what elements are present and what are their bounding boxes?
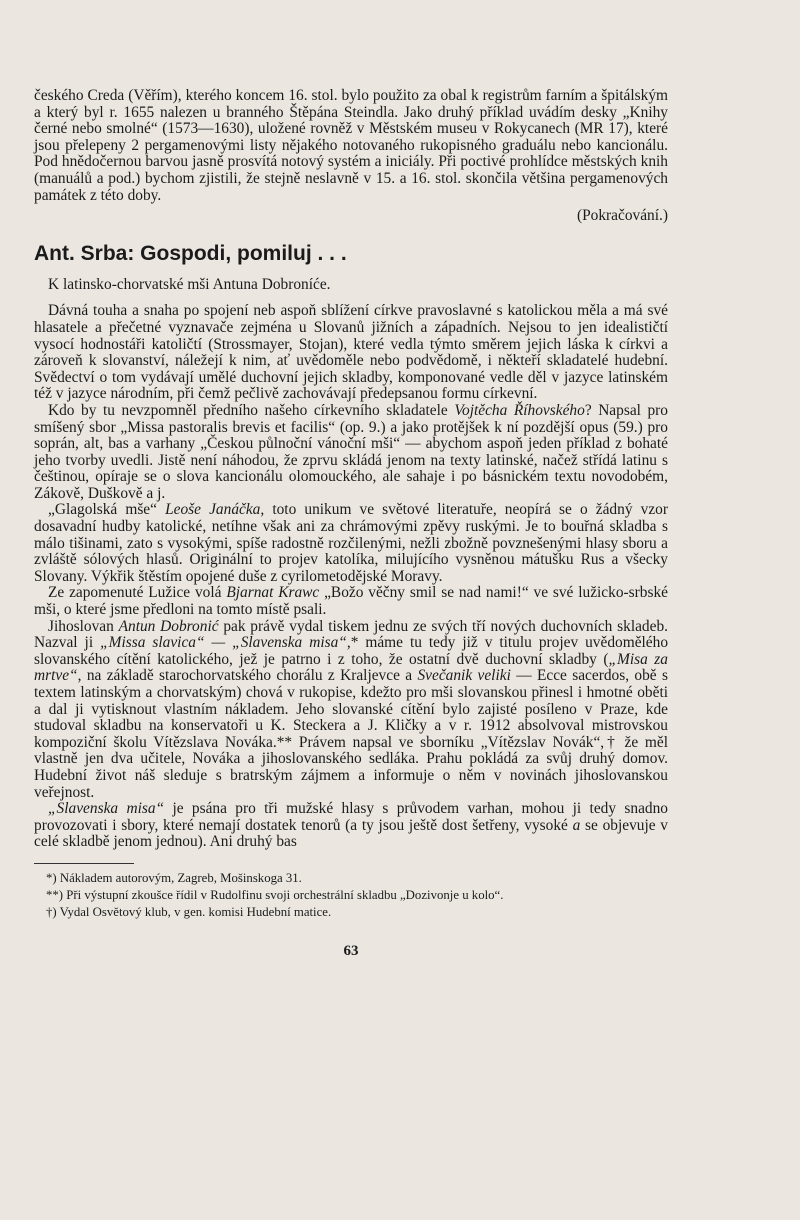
footnotes (34, 870, 668, 921)
p3-text-b: toto unikum ve světové literatuře, neopírá se o žádný vzor dosavadní hudby katolické, netíhne však ani za chrámovými zpěvy ruskými. Je to bouřná skladba s málo tišinami, zato s vysokými, spíše radostně rozčilenými, nežli zbožně povznešenými hlasy sboru a zvláště sólových hlasů. Originální to projev katolíka, milujícího vysněnou mátušku Rus a všecky Slovany. Výkřik štěstím opojené duše z cyrilometodějské Moravy. (34, 501, 668, 585)
continued-note: (Pokračování.) (576, 207, 668, 225)
paragraph-3 (34, 502, 668, 585)
p4-composer-name: Bjarnat Krawc (226, 584, 320, 602)
p3-text-a: „Glagolská mše“ (48, 501, 166, 519)
paragraph-6 (34, 801, 668, 851)
p6-work-title: „Slavenska misa“ (48, 800, 165, 818)
p5-text-b: pak právě vydal tiskem jednu ze svých tří nových duchovních skladeb. Nazval ji (34, 617, 668, 652)
p2-text-b: ? Napsal pro smíšený sbor „Missa pastoralis brevis et facilis“ (op. 9.) a jako protějšek k ní pozdější opus (59.) pro soprán, alt, bas a varhany „Českou půlnoční vánoční mši“ — abychom aspoň jeden příklad z bohaté jeho tvorby uvedli. Jistě není náhodou, že zprvu skládá jenom na texty latinské, načež střídá latinu s češtinou, opíraje se o slova kancionálu olomouckého, ale sahaje i po básnickém textu novodobém, Zákově, Duškově a j. (34, 401, 669, 502)
paragraph-2 (34, 403, 668, 503)
intro-paragraph: českého Creda (Věřím), kterého koncem 16. stol. bylo použito za obal k registrům farním a špitálským a který byl r. 1655 nalezen u branného Štěpána Steindla. Jako druhý příklad uvádím desky „Knihy černé nebo smolné“ (1573—1630), uložené rovněž v Městském museu v Rokycanech (MR 17), které jsou přelepeny 2 pergamenovými listy nějakého notovaného rukopisného graduálu nebo kancionálu. Pod hnědočernou barvou jasně prosvítá notový systém a iniciály. Při poctivé prohlídce městských knih (manuálů a pod.) bychom zjistili, že stejně neslavně v 15. a 16. stol. skončila většina pergamenových památek z této doby. (34, 87, 668, 204)
p4-text-b: „Božo věčny smil se nad nami!“ ve své lužicko-srbské mši, o které jsme předloni na tomto místě psali. (34, 584, 668, 619)
article-title: Ant. Srba: Gospodi, pomiluj . . . (34, 241, 347, 265)
p6-note-letter: a (572, 816, 581, 834)
footnote-1: *) Nákladem autorovým, Zagreb, Mošinskoga 31. (46, 870, 302, 885)
p5-work-title-2: „Misa za mrtve“ (34, 650, 668, 685)
p5-work-title-3: Svečanik veliki (417, 667, 511, 685)
page-number: 63 (343, 942, 359, 959)
p2-text-a: Kdo by tu nevzpomněl předního našeho církevního skladatele (48, 401, 455, 419)
p5-text-e: — Ecce sacerdos, obě s textem latinským a chorvatským) chová v rukopise, kdežto pro mši slovanskou přinesl i hmotné oběti a dal ji vytisknout vlastním nákladem. Jeho slovanské cítění bylo zajisté posíleno v Praze, kde studoval skladbu na konservatoři u K. Steckera a J. Kličky a v r. 1912 absolvoval mistrovskou kompoziční školu Vítězslava Nováka.** Právem napsal ve sborníku „Vítězslav Novák“,† že měl vlastně jen dva učitele, Nováka a jihoslovanského sedláka. Prahu pokládá za svůj druhý domov. Hudební život náš sleduje s bratrským zájmem a informuje o něm v novinách jihoslovanskou veřejnost. (34, 667, 668, 801)
paragraph-4 (34, 585, 668, 618)
footnote-divider (34, 863, 134, 864)
article-subtitle: K latinsko-chorvatské mši Antuna Dobroníće. (48, 275, 331, 293)
p6-text-c: se objevuje v celé skladbě jenom jednou). Ani druhý bas (34, 816, 668, 851)
p4-text-a: Ze zapomenuté Lužice volá (48, 584, 227, 602)
p5-text-d: , na základě starochorvatského chorálu z Kraljevce a (77, 667, 418, 685)
p2-composer-name: Vojtěcha Říhovského (454, 401, 585, 419)
footnote-3: †) Vydal Osvětový klub, v gen. komisi Hudební matice. (46, 904, 332, 919)
p5-text-a: Jihoslovan (48, 617, 119, 635)
paragraph-5 (34, 619, 668, 802)
page-content (34, 88, 668, 960)
p5-text-c: ,* máme tu tedy již v titulu projev uvědomělého slovanského cítění katolického, jež je patrno i z toho, že ostatní dvě duchovní skladby ( (34, 634, 669, 668)
paragraph-1: Dávná touha a snaha po spojení neb aspoň sblížení církve pravoslavné s katolickou měla a má své hlasatele a přečetné vyznavače zejména u Slovanů jižních a západních. Nejsou to jen idealističtí vysocí hodnostáři katoličtí (Strossmayer, Stojan), které vedla týmto směrem jejich láska k církvi a zároveň k slovanství, náležejí k nim, ať uvědoměle nebo podvědomě, i někteří skladatelé hudební. Svědectví o tom vydávají umělé duchovní jejich skladby, komponované vedle děl v jazyce latinském též v jazyce národním, při čemž pečlivě zachovávají předepsanou formu církevní. (34, 302, 668, 403)
footnote-2: **) Při výstupní zkoušce řídil v Rudolfinu svoji orchestrální skladbu „Dozivonje u kolo“. (46, 887, 504, 902)
p6-text-b: je psána pro tři mužské hlasy s průvodem varhan, mohou ji tedy snadno provozovati i sbory, které nemají dostatek tenorů (a ty jsou ještě dost šetřeny, vysoké (34, 800, 668, 834)
p5-composer-name: Antun Dobronić (118, 617, 219, 635)
p3-composer-name: Leoše Janáčka, (165, 501, 265, 519)
p5-work-title-1: „Missa slavica“ — „Slavenska misa“ (100, 634, 347, 652)
